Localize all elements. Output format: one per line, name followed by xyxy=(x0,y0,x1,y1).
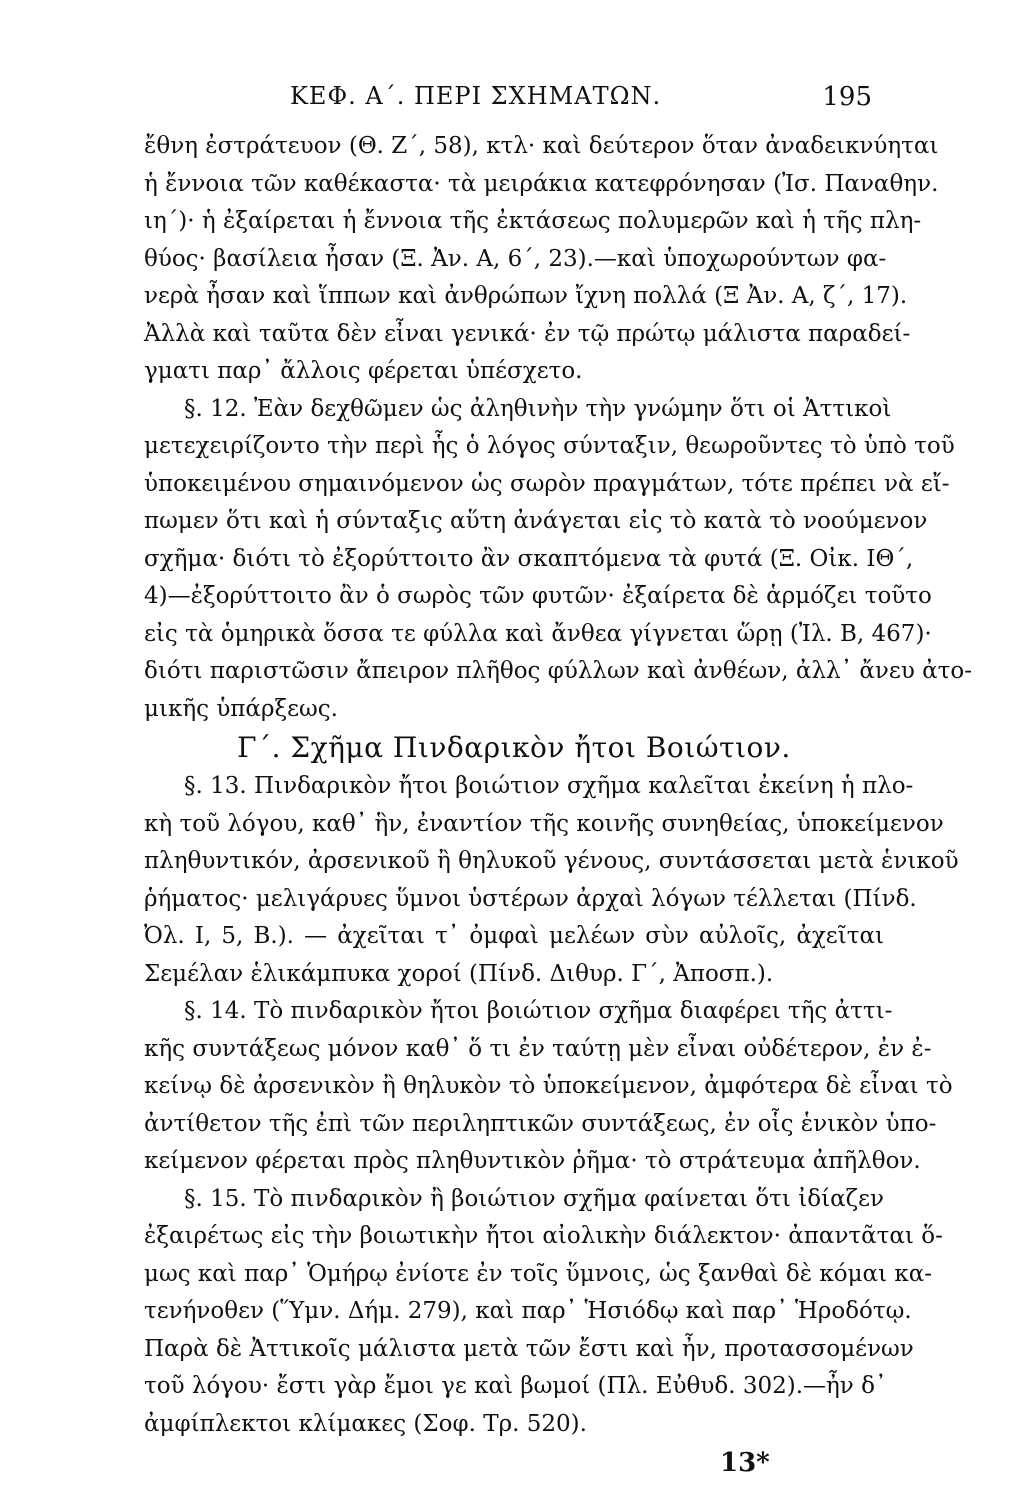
signature-mark: 13* xyxy=(720,1448,770,1478)
running-head xyxy=(290,82,872,116)
text-line: §. 14. Τὸ πινδαρικὸν ἤτοι βοιώτιον σχῆμα διαφέρει τῆς ἀττι- xyxy=(184,998,893,1024)
text-line: γματι παρ᾽ ἄλλοις φέρεται ὑπέσχετο. xyxy=(144,358,583,384)
text-line: ἡ ἔννοια τῶν καθέκαστα· τὰ μειράκια κατεφρόνησαν (Ἰσ. Παναθην. xyxy=(144,170,939,197)
text-line: ἔθνη ἐστράτευον (Θ. Ζ΄, 58), κτλ· καὶ δεύτερον ὅταν ἀναδεικνύηται xyxy=(144,133,939,159)
paragraph-section-12 xyxy=(144,391,972,729)
text-line: Σεμέλαν ἑλικάμπυκα χοροί (Πίνδ. Διθυρ. Γ΄, Ἀποσπ.). xyxy=(144,960,774,987)
paragraph-continuation xyxy=(144,128,939,391)
text-line: τενήνοθεν (Ὕμν. Δήμ. 279), καὶ παρ᾽ Ἡσιόδῳ καὶ παρ᾽ Ἡροδότῳ. xyxy=(144,1298,912,1324)
text-line: §. 12. Ἐὰν δεχθῶμεν ὡς ἀληθινὴν τὴν γνώμην ὅτι οἱ Ἀττικοὶ xyxy=(184,395,892,422)
text-line: §. 13. Πινδαρικὸν ἤτοι βοιώτιον σχῆμα καλεῖται ἐκείνη ἡ πλο- xyxy=(184,773,914,799)
text-line: ὑποκειμένου σημαινόμενον ὡς σωρὸν πραγμάτων, τότε πρέπει νὰ εἴ- xyxy=(144,470,950,497)
text-line: ἀμφίπλεκτοι κλίμακες (Σοφ. Τρ. 520). xyxy=(144,1410,587,1437)
text-line: θύος· βασίλεια ἦσαν (Ξ. Ἀν. Α, 6΄, 23).—καὶ ὑποχωρούντων φα- xyxy=(144,245,887,272)
text-line: μικῆς ὑπάρξεως. xyxy=(144,695,338,722)
text-line: πληθυντικόν, ἀρσενικοῦ ἢ θηλυκοῦ γένους, συντάσσεται μετὰ ἑνικοῦ xyxy=(144,848,959,874)
text-line: πωμεν ὅτι καὶ ἡ σύνταξις αὕτη ἀνάγεται εἰς τὸ κατὰ τὸ νοούμενον xyxy=(144,508,928,534)
text-line: Ἀλλὰ καὶ ταῦτα δὲν εἶναι γενικά· ἐν τῷ πρώτῳ μάλιστα παραδεί- xyxy=(144,320,911,347)
text-line: Ὀλ. Ι, 5, Β.). — ἀχεῖται τ᾽ ὀμφαὶ μελέων σὺν αὐλοῖς, ἀχεῖται xyxy=(144,923,884,949)
text-line: σχῆμα· διότι τὸ ἐξορύττοιτο ἂν σκαπτόμενα τὰ φυτά (Ξ. Οἰκ. ΙΘ΄, xyxy=(144,545,914,572)
running-title: ΚΕΦ. Α΄. ΠΕΡΙ ΣΧΗΜΑΤΩΝ. xyxy=(290,82,662,110)
text-line: διότι παριστῶσιν ἄπειρον πλῆθος φύλλων καὶ ἀνθέων, ἀλλ᾽ ἄνευ ἀτο- xyxy=(144,658,972,684)
text-line: §. 15. Τὸ πινδαρικὸν ἢ βοιώτιον σχῆμα φαίνεται ὅτι ἰδίαζεν xyxy=(184,1185,884,1212)
text-line: κείνῳ δὲ ἀρσενικὸν ἢ θηλυκὸν τὸ ὑποκείμενον, ἀμφότερα δὲ εἶναι τὸ xyxy=(144,1073,953,1099)
text-line: ἐξαιρέτως εἰς τὴν βοιωτικὴν ἤτοι αἰολικὴν διάλεκτον· ἀπαντᾶται ὅ- xyxy=(144,1223,943,1249)
text-line: 4)—ἐξορύττοιτο ἂν ὁ σωρὸς τῶν φυτῶν· ἐξαίρετα δὲ ἁρμόζει τοῦτο xyxy=(144,583,932,609)
text-line: Παρὰ δὲ Ἀττικοῖς μάλιστα μετὰ τῶν ἔστι καὶ ἦν, προτασσομένων xyxy=(144,1335,914,1362)
text-line: τοῦ λόγου· ἔστι γὰρ ἔμοι γε καὶ βωμοί (Πλ. Εὐθυδ. 302).—ἦν δ᾽ xyxy=(144,1373,887,1399)
text-line: ῥήματος· μελιγάρυες ὕμνοι ὑστέρων ἀρχαὶ λόγων τέλλεται (Πίνδ. xyxy=(144,885,917,912)
text-line: μως καὶ παρ᾽ Ὁμήρῳ ἐνίοτε ἐν τοῖς ὕμνοις, ὡς ξανθαὶ δὲ κόμαι κα- xyxy=(144,1260,933,1287)
text-block xyxy=(144,128,972,1443)
text-line: κείμενον φέρεται πρὸς πληθυντικὸν ῥῆμα· τὸ στράτευμα ἀπῆλθον. xyxy=(144,1148,921,1174)
paragraph-section-15 xyxy=(144,1181,943,1444)
text-line: ἀντίθετον τῆς ἐπὶ τῶν περιληπτικῶν συντάξεως, ἐν οἷς ἑνικὸν ὑπο- xyxy=(144,1110,937,1137)
text-line: ιη΄)· ἡ ἐξαίρεται ἡ ἔννοια τῆς ἐκτάσεως πολυμερῶν καὶ ἡ τῆς πλη- xyxy=(144,208,922,234)
paragraph-section-13 xyxy=(144,768,959,993)
text-line: νερὰ ἦσαν καὶ ἵππων καὶ ἀνθρώπων ἴχνη πολλά (Ξ Ἀν. Α, ζ΄, 17). xyxy=(144,283,908,309)
text-line: εἰς τὰ ὁμηρικὰ ὅσσα τε φύλλα καὶ ἄνθεα γίγνεται ὥρῃ (Ἰλ. Β, 467)· xyxy=(144,620,932,647)
section-heading: Γ΄. Σχῆμα Πινδαρικὸν ἤτοι Βοιώτιον. xyxy=(237,731,791,764)
paragraph-section-14 xyxy=(144,993,953,1181)
text-line: μετεχειρίζοντο τὴν περὶ ἧς ὁ λόγος σύνταξιν, θεωροῦντες τὸ ὑπὸ τοῦ xyxy=(144,433,955,459)
text-line: κὴ τοῦ λόγου, καθ᾽ ἣν, ἐναντίον τῆς κοινῆς συνηθείας, ὑποκείμενον xyxy=(144,810,944,837)
text-line: κῆς συντάξεως μόνον καθ᾽ ὅ τι ἐν ταύτῃ μὲν εἶναι οὐδέτερον, ἐν ἐ- xyxy=(144,1035,932,1062)
page-number: 195 xyxy=(822,82,872,112)
